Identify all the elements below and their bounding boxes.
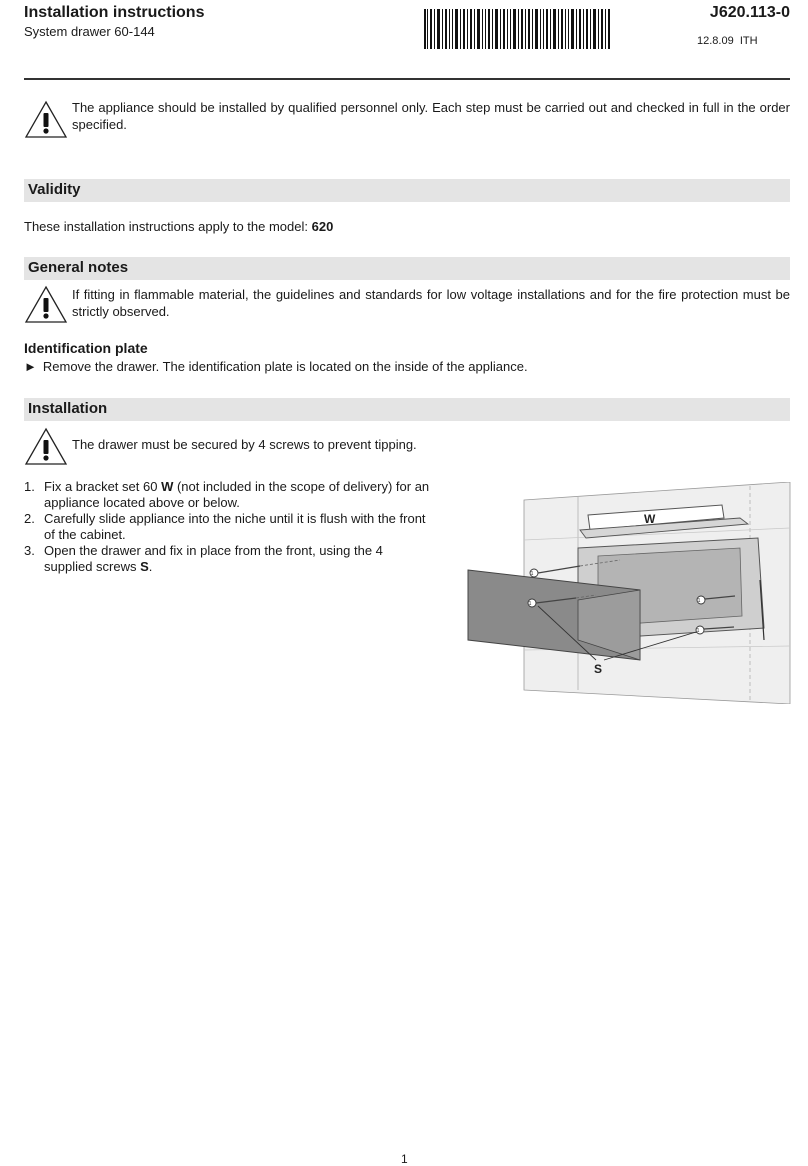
document-title: Installation instructions bbox=[24, 4, 205, 21]
step-text: Carefully slide appliance into the niche until it is flush with the front of the cabinet. bbox=[44, 511, 426, 542]
barcode bbox=[424, 9, 612, 49]
validity-sentence: These installation instructions apply to the model: bbox=[24, 219, 312, 234]
identification-plate-heading: Identification plate bbox=[24, 340, 148, 356]
section-installation bbox=[24, 398, 790, 421]
callout-number: 1 bbox=[696, 628, 700, 634]
tipping-warning: The drawer must be secured by 4 screws to prevent tipping. bbox=[72, 437, 417, 452]
warning-triangle-icon bbox=[24, 100, 68, 140]
installation-diagram bbox=[466, 482, 792, 704]
callout-number: 1 bbox=[697, 598, 701, 604]
fire-protection-warning: If fitting in flammable material, the guidelines and standards for low voltage installations and for the fire protection must be strictly observed. bbox=[72, 287, 790, 319]
black-right-pointer-icon: ► bbox=[24, 359, 37, 374]
step-text-end: . bbox=[148, 559, 153, 574]
document-date: 12.8.09 ITH bbox=[697, 35, 758, 47]
callout-number: 1 bbox=[530, 571, 534, 577]
identification-plate-instruction bbox=[24, 358, 528, 375]
installer-warning: The appliance should be installed by qualified personnel only. Each step must be carried out and checked in full in the order specified. bbox=[72, 100, 790, 132]
list-item bbox=[24, 511, 432, 543]
warning-triangle-icon bbox=[24, 427, 68, 467]
page-number: 1 bbox=[401, 1152, 408, 1166]
step-bold: W bbox=[161, 479, 174, 494]
step-bold: S bbox=[140, 559, 149, 574]
step-number: 3. bbox=[24, 543, 35, 558]
validity-text bbox=[24, 218, 333, 235]
document-subtitle: System drawer 60-144 bbox=[24, 24, 155, 39]
step-text-end: (not included in the scope of delivery) for an appliance located above or below. bbox=[44, 479, 430, 510]
label-w: W bbox=[644, 512, 656, 526]
list-item bbox=[24, 479, 432, 511]
document-number: J620.113-0 bbox=[709, 4, 790, 21]
list-item bbox=[24, 543, 432, 575]
callout-number: 1 bbox=[528, 601, 532, 607]
identification-text: Remove the drawer. The identification plate is located on the inside of the appliance. bbox=[42, 359, 528, 374]
warning-triangle-icon bbox=[24, 285, 68, 325]
header-divider bbox=[24, 78, 790, 80]
section-general-notes bbox=[24, 257, 790, 280]
section-heading: Installation bbox=[28, 400, 108, 417]
label-s: S bbox=[594, 662, 603, 676]
step-number: 1. bbox=[24, 479, 35, 494]
step-text: Open the drawer and fix in place from the front, using the 4 supplied screws bbox=[44, 543, 383, 574]
section-validity bbox=[24, 179, 790, 202]
section-heading: Validity bbox=[28, 181, 81, 198]
step-number: 2. bbox=[24, 511, 35, 526]
step-text: Fix a bracket set 60 bbox=[44, 479, 162, 494]
installation-steps bbox=[24, 479, 432, 575]
model-number: 620 bbox=[311, 219, 334, 234]
section-heading: General notes bbox=[28, 259, 129, 276]
